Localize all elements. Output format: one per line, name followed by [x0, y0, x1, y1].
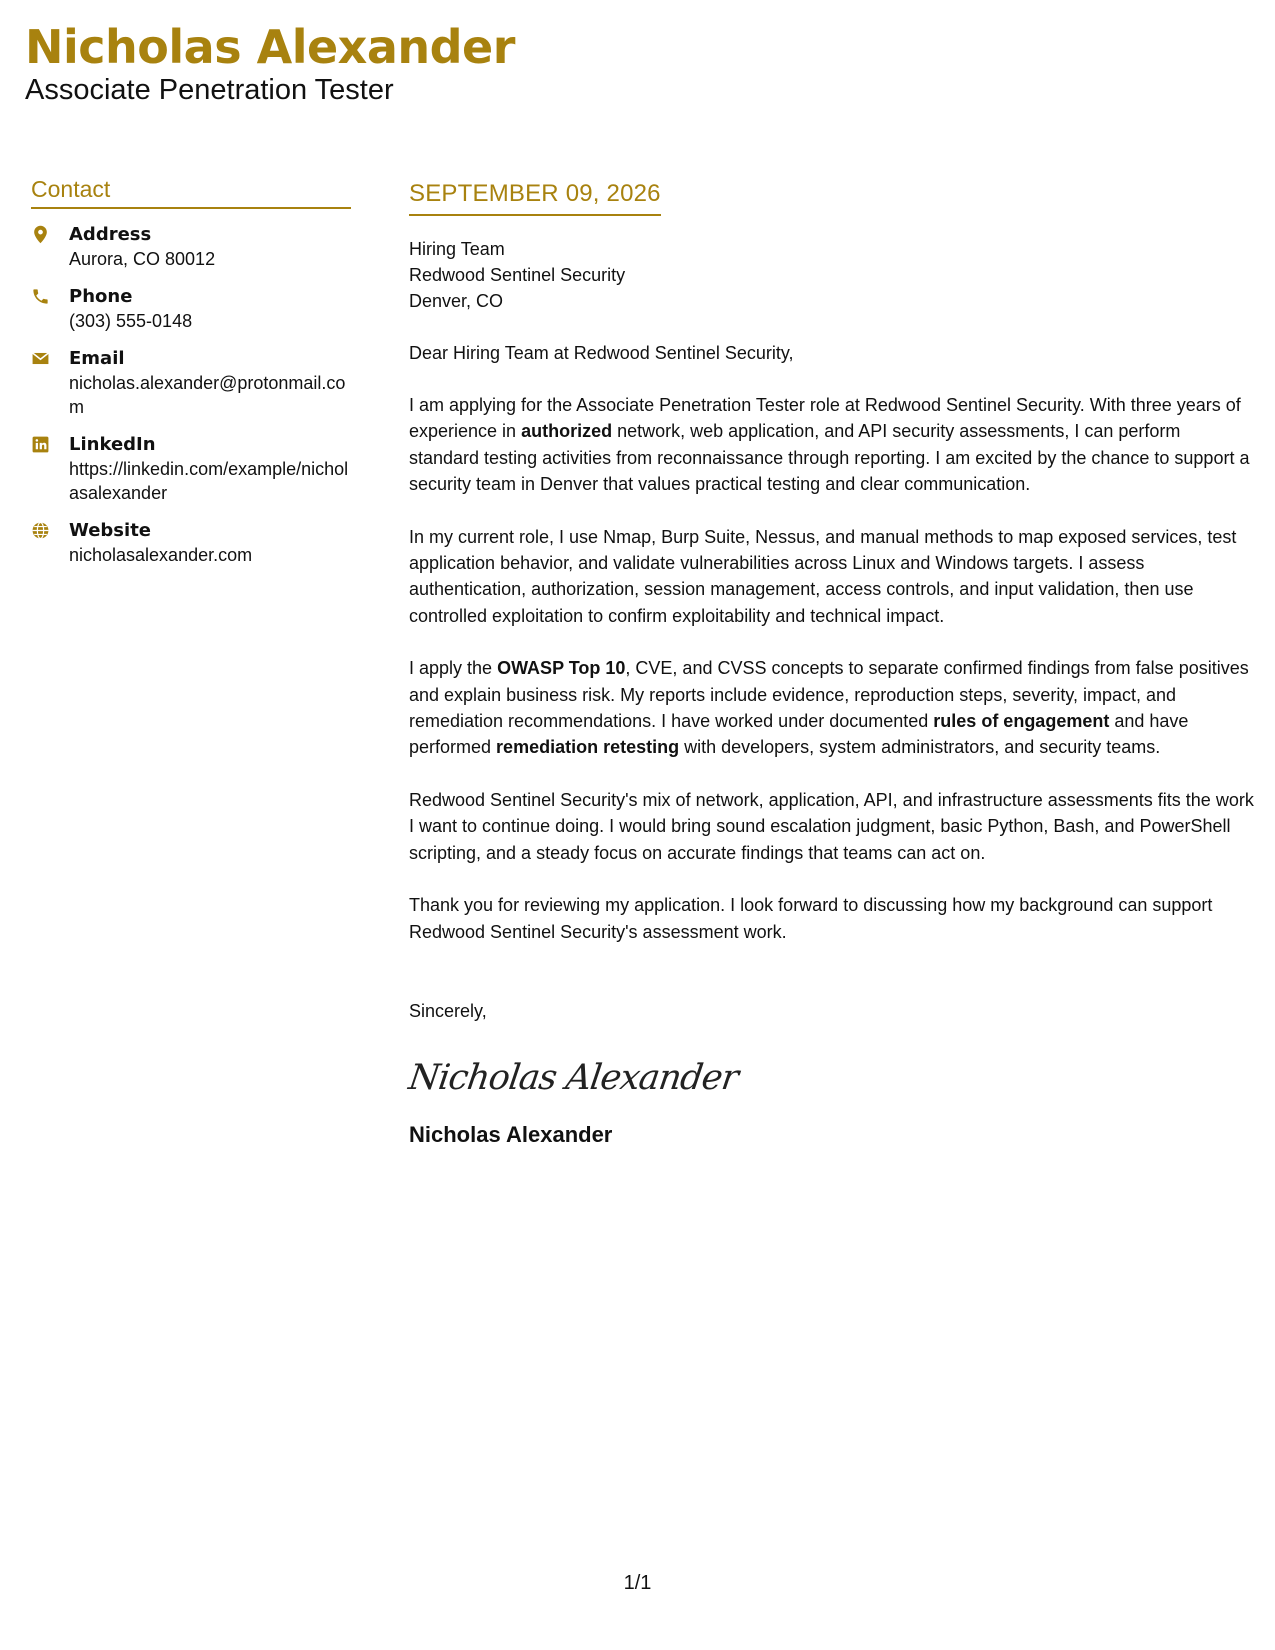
website-value[interactable]: nicholasalexander.com: [69, 545, 253, 565]
phone-label: Phone: [69, 286, 133, 307]
address-value: Aurora, CO 80012: [69, 249, 216, 269]
phone-value: (303) 555-0148: [69, 311, 193, 331]
applicant-role: Associate Penetration Tester: [25, 73, 394, 106]
envelope-icon: [31, 346, 69, 419]
salutation: Dear Hiring Team at Redwood Sentinel Security,: [409, 343, 794, 363]
email-value[interactable]: nicholas.alexander@protonmail.com: [69, 373, 346, 417]
recipient-company: Redwood Sentinel Security: [409, 265, 626, 285]
linkedin-label: LinkedIn: [69, 434, 156, 455]
contact-phone: [31, 284, 351, 333]
paragraph-skills: I apply the OWASP Top 10, CVE, and CVSS concepts to separate confirmed findings from false positives and explain business risk. My reports include evidence, reproduction steps, severity, impact, and remediation recommendations. I have worked under documented rules of engagement and have performed remediation retesting with developers, system administrators, and security teams.: [409, 658, 1249, 758]
applicant-name: Nicholas Alexander: [25, 20, 515, 74]
letter-body: [406, 180, 1254, 1148]
letter-header: [25, 22, 515, 106]
recipient-location: Denver, CO: [409, 291, 504, 311]
handwritten-signature: Nicholas Alexander: [406, 1057, 741, 1098]
email-label: Email: [69, 348, 125, 369]
signed-name: Nicholas Alexander: [409, 1121, 613, 1147]
paragraph-experience: In my current role, I use Nmap, Burp Suite, Nessus, and manual methods to map exposed services, test application behavior, and validate vulnerabilities across Linux and Windows targets. I assess authentication, authorization, session management, access controls, and input validation, then use controlled exploitation to confirm exploitability and technical impact.: [409, 526, 1237, 626]
phone-icon: [31, 284, 69, 333]
contact-sidebar: [31, 176, 351, 567]
website-label: Website: [69, 520, 152, 541]
contact-address: [31, 222, 351, 271]
map-pin-icon: [31, 222, 69, 271]
paragraph-intro: I am applying for the Associate Penetration Tester role at Redwood Sentinel Security. With three years of experience in authorized network, web application, and API security assessments, I can perform standard testing activities from reconnaissance through reporting. I am excited by the chance to support a security team in Denver that values practical testing and clear communication.: [409, 395, 1250, 495]
globe-icon: [31, 518, 69, 567]
letter-date: SEPTEMBER 09, 2026: [409, 180, 661, 216]
address-label: Address: [69, 224, 152, 245]
contact-website: [31, 518, 351, 567]
contact-linkedin: [31, 432, 351, 505]
linkedin-value[interactable]: https://linkedin.com/example/nicholasalexander: [69, 459, 349, 503]
linkedin-icon: [31, 432, 69, 505]
paragraph-fit: Redwood Sentinel Security's mix of network, application, API, and infrastructure assessments fits the work I want to continue doing. I would bring sound escalation judgment, basic Python, Bash, and PowerShell scripting, and a steady focus on accurate findings that teams can act on.: [409, 789, 1254, 863]
contact-title: Contact: [31, 176, 351, 209]
page-number: 1/1: [623, 1572, 652, 1594]
closing: Sincerely,: [409, 1000, 487, 1021]
recipient-line: Hiring Team: [409, 239, 505, 259]
contact-email: [31, 346, 351, 419]
recipient-block: [409, 236, 1254, 314]
paragraph-thanks: Thank you for reviewing my application. I look forward to discussing how my background can support Redwood Sentinel Security's assessment work.: [409, 895, 1213, 942]
